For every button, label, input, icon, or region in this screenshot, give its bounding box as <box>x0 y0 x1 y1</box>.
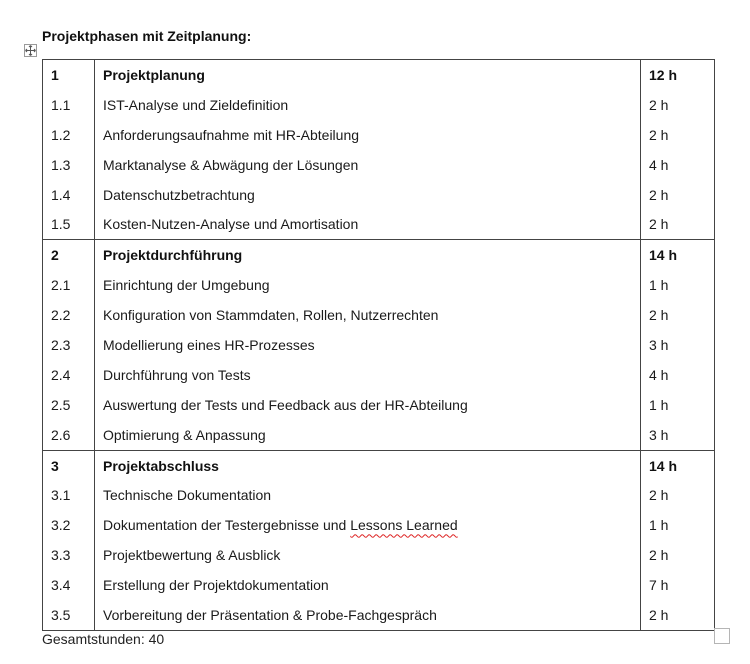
table-row <box>43 420 715 450</box>
task-hours: 2 h <box>641 600 715 630</box>
task-title: Datenschutzbetrachtung <box>95 180 641 210</box>
task-hours: 2 h <box>641 209 715 239</box>
task-title: Anforderungsaufnahme mit HR-Abteilung <box>95 120 641 150</box>
task-hours: 2 h <box>641 120 715 150</box>
phase-title: Projektabschluss <box>95 450 641 480</box>
phase-hours: 14 h <box>641 450 715 480</box>
table-row <box>43 330 715 360</box>
phase-number: 1 <box>43 60 95 90</box>
table-row <box>43 90 715 120</box>
task-hours: 7 h <box>641 570 715 600</box>
task-hours: 2 h <box>641 180 715 210</box>
table-row <box>43 480 715 510</box>
task-hours: 2 h <box>641 480 715 510</box>
total-hours: Gesamtstunden: 40 <box>42 631 165 647</box>
phase-number: 2 <box>43 240 95 270</box>
task-title: Dokumentation der Testergebnisse und <box>103 517 347 534</box>
task-number: 1.5 <box>43 209 95 239</box>
task-number: 2.1 <box>43 270 95 300</box>
phase-hours: 14 h <box>641 240 715 270</box>
table-row <box>43 360 715 390</box>
table-row <box>43 570 715 600</box>
task-hours: 4 h <box>641 150 715 180</box>
table-resize-handle[interactable] <box>714 628 730 644</box>
task-number: 2.6 <box>43 420 95 450</box>
table-row <box>43 300 715 330</box>
task-title: Projektbewertung & Ausblick <box>95 540 641 570</box>
task-title: Auswertung der Tests und Feedback aus der HR-Abteilung <box>95 390 641 420</box>
task-hours: 3 h <box>641 420 715 450</box>
task-number: 2.3 <box>43 330 95 360</box>
table-row <box>43 120 715 150</box>
spellcheck-flagged-text[interactable]: Lessons Learned <box>350 517 458 534</box>
task-title: Erstellung der Projektdokumentation <box>95 570 641 600</box>
task-number: 3.5 <box>43 600 95 630</box>
table-row <box>43 270 715 300</box>
task-title: Durchführung von Tests <box>95 360 641 390</box>
task-number: 3.3 <box>43 540 95 570</box>
table-row <box>43 150 715 180</box>
task-title-cell <box>95 510 641 540</box>
table-move-handle-icon[interactable] <box>24 44 37 57</box>
task-hours: 1 h <box>641 390 715 420</box>
task-hours: 4 h <box>641 360 715 390</box>
task-hours: 1 h <box>641 510 715 540</box>
task-title: Technische Dokumentation <box>95 480 641 510</box>
task-hours: 2 h <box>641 540 715 570</box>
table-row <box>43 540 715 570</box>
table-row-phase <box>43 240 715 270</box>
table-row <box>43 180 715 210</box>
section-heading: Projektphasen mit Zeitplanung: <box>42 28 252 44</box>
task-number: 3.4 <box>43 570 95 600</box>
task-title: Konfiguration von Stammdaten, Rollen, Nutzerrechten <box>95 300 641 330</box>
task-title: Kosten-Nutzen-Analyse und Amortisation <box>95 209 641 239</box>
task-number: 1.4 <box>43 180 95 210</box>
phase-title: Projektdurchführung <box>95 240 641 270</box>
phase-title: Projektplanung <box>95 60 641 90</box>
task-hours: 2 h <box>641 300 715 330</box>
task-number: 2.5 <box>43 390 95 420</box>
task-number: 1.2 <box>43 120 95 150</box>
phase-number: 3 <box>43 450 95 480</box>
project-phase-table[interactable] <box>42 59 715 631</box>
task-title: Einrichtung der Umgebung <box>95 270 641 300</box>
task-title: Optimierung & Anpassung <box>95 420 641 450</box>
task-number: 3.1 <box>43 480 95 510</box>
table-row-phase <box>43 60 715 90</box>
task-title: Vorbereitung der Präsentation & Probe-Fachgespräch <box>95 600 641 630</box>
table-row <box>43 600 715 630</box>
table-row-phase <box>43 450 715 480</box>
task-title: IST-Analyse und Zieldefinition <box>95 90 641 120</box>
table-row <box>43 510 715 540</box>
task-hours: 2 h <box>641 90 715 120</box>
task-number: 1.3 <box>43 150 95 180</box>
phase-hours: 12 h <box>641 60 715 90</box>
task-hours: 3 h <box>641 330 715 360</box>
table-row <box>43 390 715 420</box>
task-number: 2.4 <box>43 360 95 390</box>
task-title: Marktanalyse & Abwägung der Lösungen <box>95 150 641 180</box>
task-number: 3.2 <box>43 510 95 540</box>
task-title: Modellierung eines HR-Prozesses <box>95 330 641 360</box>
task-number: 1.1 <box>43 90 95 120</box>
task-number: 2.2 <box>43 300 95 330</box>
table-row <box>43 209 715 239</box>
task-hours: 1 h <box>641 270 715 300</box>
